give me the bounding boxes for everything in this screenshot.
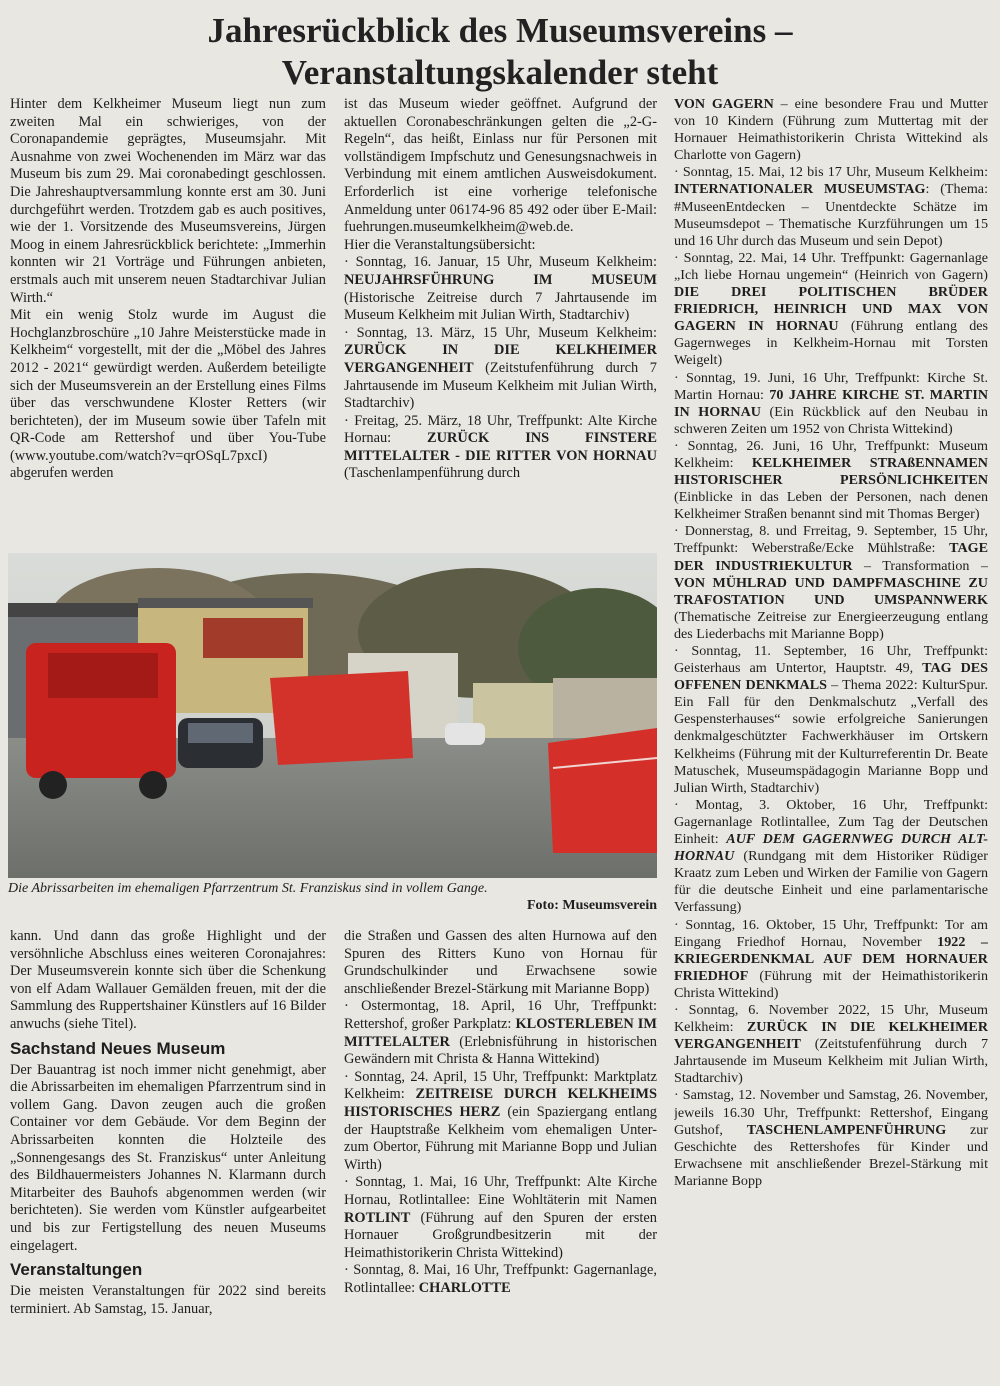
photo-credit: Foto: Museumsverein	[527, 898, 657, 913]
headline-line-2: Veranstaltungskalender steht	[281, 53, 719, 92]
column-3	[674, 96, 988, 1378]
event-item: · Ostermontag, 18. April, 16 Uhr, Treffpunkt: Rettershof, großer Parkplatz: KLOSTERLEBEN IM MITTELALTER (Erlebnisführung in historischen Gewändern mit Christa & Hanna Wittekind)	[344, 998, 657, 1068]
headline-line-1: Jahresrückblick des Museumsvereins –	[207, 11, 793, 50]
event-item: VON GAGERN – eine besondere Frau und Mutter von 10 Kindern (Führung zum Muttertag mit der Hornauer Heimathistorikerin Christa Wittekind als Charlotte von Gagern)	[674, 96, 988, 164]
column-2-bottom	[344, 928, 657, 1378]
paragraph: die Straßen und Gassen des alten Hurnowa auf den Spuren des Ritters Kuno von Hornau für Grundschulkinder und Erwachsene sowie anschließender Brezel-Stärkung mit Marianne Bopp)	[344, 928, 657, 997]
paragraph: Die meisten Veranstaltungen für 2022 sind bereits terminiert. Ab Samstag, 15. Januar,	[10, 1283, 326, 1317]
event-item: · Sonntag, 6. November 2022, 15 Uhr, Museum Kelkheim: ZURÜCK IN DIE KELKHEIMER VERGANGENHEIT (Zeitstufenführung durch 7 Jahrtausende im Museum Kelkheim mit Julian Wirth, Stadtarchiv)	[674, 1001, 988, 1087]
paragraph: Der Bauantrag ist noch immer nicht genehmigt, aber die Abrissarbeiten im ehemaligen Pfarrzentrum sind in vollem Gang. Davon zeugen auch die großen Container vor dem Gebäude. Vor dem Beginn der Abrissarbeiten konnten die Holzteile des „Sonnengesangs des St. Franziskus“ unter Anleitung des Bildhauermeisters Johannes N. Klarmann durch Mitarbeiter des Bauhofs abgenommen werden (wir berichteten). Sie werden vom Künstler aufgearbeitet und bis zur Fertigstellung des neuen Museums eingelagert.	[10, 1061, 326, 1254]
column-1-top	[10, 96, 326, 546]
subheading-new-museum: Sachstand Neues Museum	[10, 1038, 226, 1058]
column-1-bottom	[10, 928, 326, 1378]
photo-caption	[8, 880, 657, 914]
paragraph: ist das Museum wieder geöffnet. Aufgrund der aktuellen Coronabeschränkungen gelten die „2-G-Regeln“, das heißt, Einlass nur für Personen mit vollständigem Impfschutz und Genesungsnachweis in Verbindung mit einem amtlichen Ausweisdokument. Erforderlich ist eine vorherige telefonische Anmeldung unter 06174-96 85 492 oder über E-Mail: fuehrungen.museumkelkheim@web.de.	[344, 96, 657, 236]
event-item: · Sonntag, 22. Mai, 14 Uhr. Treffpunkt: Gagernanlage „Ich liebe Hornau ungemein“ (Heinrich von Gagern) DIE DREI POLITISCHEN BRÜDER FRIEDRICH, HEINRICH UND MAX VON GAGERN IN HORNAU (Führung entlang des Gagernweges in Kelkheim-Hornau mit Torsten Weigelt)	[674, 249, 988, 369]
event-item: · Montag, 3. Oktober, 16 Uhr, Treffpunkt: Gagernanlage Rotlintallee, Zum Tag der Deutschen Einheit: AUF DEM GAGERNWEG DURCH ALT-HORNAU (Rundgang mit dem Historiker Rüdiger Kraatz zum Leben und Wirken der Familie von Gagern für die deutsche Einheit und eine parlamentarische Verfassung)	[674, 796, 988, 916]
photo-demolition-site	[8, 553, 657, 878]
photo-illustration	[8, 553, 657, 878]
event-item: · Freitag, 25. März, 18 Uhr, Treffpunkt: Alte Kirche Hornau: ZURÜCK INS FINSTERE MITTELALTER - DIE RITTER VON HORNAU (Taschenlampenführung durch	[344, 412, 657, 482]
subheading-events: Veranstaltungen	[10, 1260, 143, 1280]
event-item: · Sonntag, 24. April, 15 Uhr, Treffpunkt: Marktplatz Kelkheim: ZEITREISE DURCH KELKHEIMS HISTORISCHES HERZ (ein Spaziergang entlang der Hauptstraße Kelkheim vom ehemaligen Unter- zum Obertor, Führung mit Marianne Bopp und Julian Wirth)	[344, 1068, 657, 1173]
paragraph: Hinter dem Kelkheimer Museum liegt nun zum zweiten Mal ein schwieriges, von der Coronapandemie geprägtes, Museumsjahr. Mit Ausnahme von zwei Wochenenden im März war das Museum bis zum 29. Mai coronabedingt geschlossen. Die Jahreshauptversammlung konnte erst am 30. Juni durchgeführt werden. Trotzdem gab es auch positives, wie der 1. Vorsitzende des Museumsvereins, Jürgen Moog in einem Jahresrückblick berichtete: „Immerhin konnten wir 21 Vorträge und Führungen anbieten, erstmals auch mit unserem neuen Stadtarchivar Julian Wirth.“	[10, 96, 326, 306]
event-item: · Sonntag, 16. Januar, 15 Uhr, Museum Kelkheim: NEUJAHRSFÜHRUNG IM MUSEUM (Historische Zeitreise durch 7 Jahrtausende im Museum Kelkheim mit Julian Wirth, Stadtarchiv)	[344, 254, 657, 324]
event-item: · Sonntag, 13. März, 15 Uhr, Museum Kelkheim: ZURÜCK IN DIE KELKHEIMER VERGANGENHEIT (Zeitstufenführung durch 7 Jahrtausende im Museum Kelkheim mit Julian Wirth, Stadtarchiv)	[344, 324, 657, 412]
event-item: · Sonntag, 1. Mai, 16 Uhr, Treffpunkt: Alte Kirche Hornau, Rotlintallee: Eine Wohltäterin mit Namen ROTLINT (Führung auf den Spuren der ersten Hornauer Großgrundbesitzerin mit der Heimathistorikerin Christa Wittekind)	[344, 1174, 657, 1261]
paragraph: kann. Und dann das große Highlight und der versöhnliche Abschluss eines weiteren Coronajahres: Der Museumsverein konnte sich über die Schenkung von elf Adam Wallauer Gemälden freuen, mit der die Sammlung des Ruppertshainer Künstlers auf 16 Bilder anwuchs (siehe Titel).	[10, 928, 326, 1032]
event-item: · Samstag, 12. November und Samstag, 26. November, jeweils 16.30 Uhr, Treffpunkt: Rettershof, Eingang Gutshof, TASCHENLAMPENFÜHRUNG zur Geschichte des Rettershofes für Kinder und Erwachsene mit anschließender Brezel-Stärkung mit Marianne Bopp	[674, 1087, 988, 1189]
event-item: · Donnerstag, 8. und Frreitag, 9. September, 15 Uhr, Treffpunkt: Weberstraße/Ecke Mühlstraße: TAGE DER INDUSTRIEKULTUR – Transformation – VON MÜHLRAD UND DAMPFMASCHINE ZU TRAFOSTATION UND UMSPANNWERK (Thematische Zeitreise zur Energieerzeugung entlang des Liederbachs mit Marianne Bopp)	[674, 523, 988, 642]
column-2-top	[344, 96, 657, 546]
event-item: · Sonntag, 15. Mai, 12 bis 17 Uhr, Museum Kelkheim: INTERNATIONALER MUSEUMSTAG: (Thema: #MuseenEntdecken – Unentdeckte Schätze im Museumsdepot – Thematische Kurzführungen um 15 und 16 Uhr durch das Museum und sein Depot)	[674, 164, 988, 249]
event-item: · Sonntag, 19. Juni, 16 Uhr, Treffpunkt: Kirche St. Martin Hornau: 70 JAHRE KIRCHE ST. MARTIN IN HORNAU (Ein Rückblick auf den Neubau in schweren Zeiten um 1952 von Christa Wittekind)	[674, 369, 988, 437]
event-item: · Sonntag, 16. Oktober, 15 Uhr, Treffpunkt: Tor am Eingang Friedhof Hornau, November 1922 – KRIEGERDENKMAL AUF DEM HORNAUER FRIEDHOF (Führung mit der Heimathistorikerin Christa Wittekind)	[674, 916, 988, 1001]
event-item: · Sonntag, 11. September, 16 Uhr, Treffpunkt: Geisterhaus am Untertor, Hauptstr. 49, TAG DES OFFENEN DENKMALS – Thema 2022: KulturSpur. Ein Fall für den Denkmalschutz „Verfall des Gespensterhauses“ sowie erfolgreiche Sanierungen denkmalgeschützter Fachwerkhäuser im Ortskern Kelkheims (Führung mit der Kulturreferentin Dr. Beate Matuschek, Museumspädagogin Marianne Bopp und Julian Wirth, Stadtarchiv)	[674, 643, 988, 796]
paragraph: Hier die Veranstaltungsübersicht:	[344, 236, 536, 253]
event-item: · Sonntag, 26. Juni, 16 Uhr, Treffpunkt: Museum Kelkheim: KELKHEIMER STRAßENNAMEN HISTORISCHER PERSÖNLICHKEITEN (Einblicke in das Leben der Personen, nach denen Kelkheimer Straßen benannt sind mit Thomas Berger)	[674, 437, 988, 523]
paragraph: Mit ein wenig Stolz wurde im August die Hochglanzbroschüre „10 Jahre Meisterstücke made in Kelkheim“ vorgestellt, mit der die „Möbel des Jahres 2012 - 2021“ gewürdigt werden. Außerdem beteiligte sich der Museumsverein an der Erstellung eines Films über das verschwundene Kloster Retters (wir berichteten), der im Museum sowie über Tafeln mit QR-Code am Rettershof und über You-Tube (www.youtube.com/watch?v=qrOSqL7pxcI) abgerufen werden	[10, 307, 326, 482]
caption-text: Die Abrissarbeiten im ehemaligen Pfarrzentrum St. Franziskus sind in vollem Gange.	[8, 881, 488, 896]
headline	[20, 10, 980, 94]
event-item: · Sonntag, 8. Mai, 16 Uhr, Treffpunkt: Gagernanlage, Rotlintallee: CHARLOTTE	[344, 1262, 657, 1296]
